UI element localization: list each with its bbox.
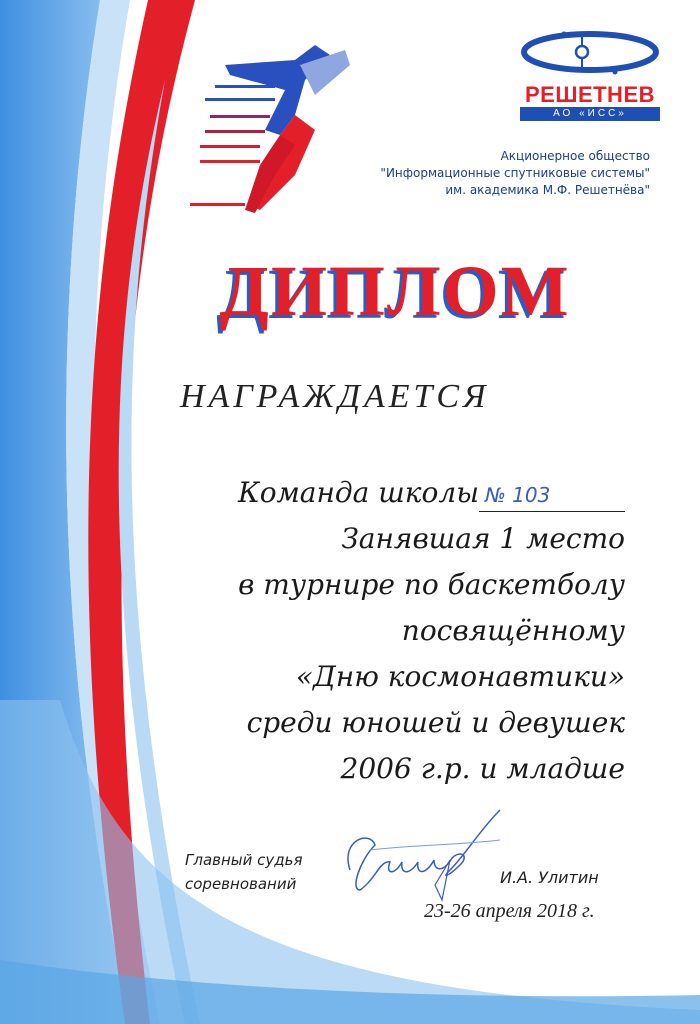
- company-line: им. академика М.Ф. Решетнёва": [445, 183, 650, 197]
- brand-subtitle: АО «ИСС»: [520, 107, 660, 121]
- company-line: Акционерное общество: [500, 149, 650, 163]
- award-line: в турнире по баскетболу: [238, 568, 625, 601]
- company-line: "Информационные спутниковые системы": [380, 166, 650, 180]
- award-text: [238, 470, 625, 792]
- signature-icon: [330, 800, 510, 910]
- brand-name: РЕШЕТНЕВ: [524, 82, 656, 107]
- award-line: 2006 г.р. и младше: [340, 752, 625, 785]
- award-line: Занявшая 1 место: [341, 522, 625, 555]
- company-name: [380, 148, 650, 199]
- team-value-field: № 103: [479, 479, 625, 512]
- award-line: посвящённому: [401, 614, 625, 647]
- judge-name: И.А. Улитин: [500, 868, 599, 887]
- runner-logo-icon: [185, 35, 360, 215]
- judge-role-line: Главный судья: [185, 851, 303, 869]
- event-date: 23-26 апреля 2018 г.: [424, 900, 595, 922]
- judge-role: [185, 848, 303, 896]
- diploma-title: ДИПЛОМ: [219, 251, 571, 331]
- award-line: «Дню космонавтики»: [295, 660, 625, 693]
- team-prefix: Команда школы: [238, 476, 479, 509]
- company-logo-icon: [520, 30, 660, 80]
- judge-role-line: соревнований: [185, 875, 297, 893]
- awarded-heading: НАГРАЖДАЕТСЯ: [180, 378, 490, 415]
- team-line: [238, 470, 625, 516]
- award-line: среди юношей и девушек: [246, 706, 625, 739]
